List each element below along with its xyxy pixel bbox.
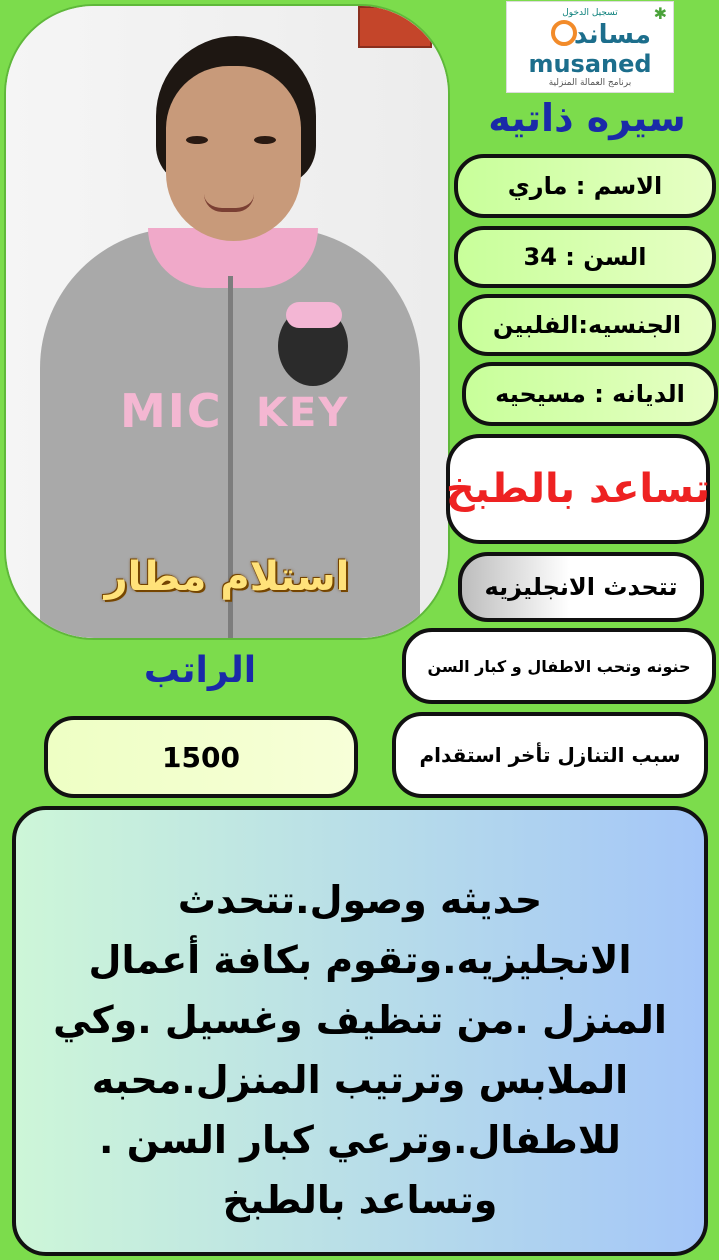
left-eye xyxy=(186,136,208,144)
logo-latin: musaned xyxy=(528,50,652,78)
description-box: حديثه وصول.تتحدث الانجليزيه.وتقوم بكافة أعمال المنزل .من تنظيف وغسيل .وكي الملابس وترتيب المنزل.محبه للاطفال.وترعي كبار السن . وتساعد بالطبخ xyxy=(12,806,708,1256)
salary-label: الراتب xyxy=(143,650,257,691)
age-field: السن : 34 xyxy=(454,226,716,288)
logo-login-text: تسجيل الدخول xyxy=(562,8,618,18)
cv-title: سيره ذاتيه xyxy=(488,96,686,140)
musaned-logo xyxy=(506,1,674,93)
worker-photo xyxy=(4,4,450,640)
palm-icon: ✱ xyxy=(653,4,667,23)
hoodie-print-right: KEY xyxy=(256,390,350,436)
religion-field: الديانه : مسيحيه xyxy=(462,362,718,426)
english-badge: تتحدث الانجليزيه xyxy=(458,552,704,622)
bow-icon xyxy=(286,302,342,328)
hoodie-print-left: MIC xyxy=(120,384,223,438)
logo-subtitle: برنامج العمالة المنزلية xyxy=(548,78,632,88)
logo-arabic: مساند xyxy=(573,20,651,50)
wall-frame xyxy=(358,6,432,48)
kindness-badge: حنونه وتحب الاطفال و كبار السن xyxy=(402,628,716,704)
cooking-badge: تساعد بالطبخ xyxy=(446,434,710,544)
transfer-reason-badge: سبب التنازل تأخر استقدام xyxy=(392,712,708,798)
airport-pickup-caption: استلام مطار xyxy=(104,554,350,600)
nationality-field: الجنسيه:الفلبين xyxy=(458,294,716,356)
name-field: الاسم : ماري xyxy=(454,154,716,218)
salary-value: 1500 xyxy=(44,716,358,798)
face xyxy=(166,66,301,241)
right-eye xyxy=(254,136,276,144)
